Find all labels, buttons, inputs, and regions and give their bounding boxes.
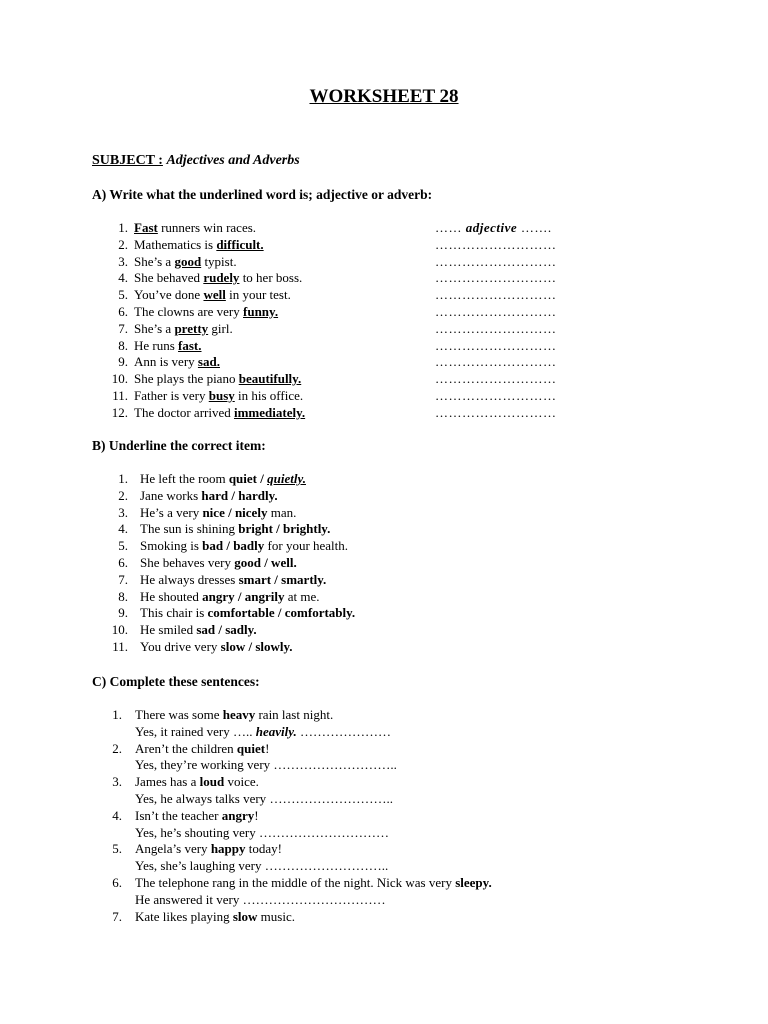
sentence-pre: Ann is very xyxy=(134,354,198,370)
answer-dots: ……………………… xyxy=(435,388,557,403)
item-number: 9. xyxy=(118,354,128,370)
answer-dots: ……………………… xyxy=(435,253,557,269)
sentence-post: runners win races. xyxy=(157,220,257,235)
list-item xyxy=(0,639,768,656)
item-sentence xyxy=(140,521,330,538)
reply-dots: ……………………….. xyxy=(273,757,397,773)
item-sentence xyxy=(135,909,295,926)
item-sentence xyxy=(135,707,333,724)
sentence-pre: Kate likes playing xyxy=(135,908,233,924)
sentence-post: ! xyxy=(265,740,270,756)
item-sentence xyxy=(134,254,237,271)
reply-dots: ……………………….. xyxy=(269,791,393,806)
item-number: 10. xyxy=(111,622,128,638)
underlined-answer: quietly. xyxy=(267,471,306,486)
answer-dots: ……………………… xyxy=(435,236,557,252)
underlined-word: pretty xyxy=(174,320,209,336)
reply-line xyxy=(135,791,393,808)
item-sentence xyxy=(135,841,282,858)
subject-label: SUBJECT : xyxy=(92,153,163,168)
sentence-post: typist. xyxy=(201,253,237,269)
list-item xyxy=(0,304,768,321)
item-sentence xyxy=(134,354,220,371)
sentence-pre: Mathematics is xyxy=(134,236,217,252)
reply-line xyxy=(135,892,386,909)
list-item xyxy=(0,220,768,237)
answer-dots: ……………………… xyxy=(435,371,557,387)
sentence-pre: He left the room xyxy=(140,471,229,486)
option-choice: comfortable / comfortably. xyxy=(207,605,356,621)
list-item xyxy=(0,254,768,271)
item-number: 3. xyxy=(112,774,122,790)
list-item xyxy=(0,741,768,758)
answer-dots: ……………………… xyxy=(435,304,557,319)
list-item xyxy=(0,572,768,589)
reply-answer: heavily. xyxy=(255,723,297,739)
answer-blank xyxy=(435,304,557,321)
sentence-post: in your test. xyxy=(225,287,291,303)
option-choice: bright / brightly. xyxy=(238,521,331,537)
item-number: 4. xyxy=(118,521,128,537)
underlined-word: difficult. xyxy=(216,236,264,252)
item-number: 6. xyxy=(118,304,128,319)
answer-text: adjective xyxy=(465,220,518,235)
underlined-word: Fast xyxy=(134,220,158,235)
item-sentence xyxy=(134,304,278,321)
answer-dots-post: ……. xyxy=(517,220,552,235)
item-number: 5. xyxy=(112,841,122,857)
item-number: 4. xyxy=(112,807,122,823)
item-sentence xyxy=(135,774,259,791)
item-number: 3. xyxy=(118,253,128,269)
section-b-heading: B) Underline the correct item: xyxy=(92,438,266,453)
answer-blank xyxy=(435,338,557,355)
item-sentence xyxy=(135,808,259,825)
list-item xyxy=(0,521,768,538)
sentence-post: at me. xyxy=(284,588,320,604)
sentence-pre: She’s a xyxy=(134,253,175,269)
key-adjective: slow xyxy=(232,908,258,924)
reply-text: Yes, he’s shouting very xyxy=(135,824,259,840)
option-choice: good / well. xyxy=(234,555,297,570)
key-adjective: quiet xyxy=(236,740,266,756)
list-item xyxy=(0,909,768,926)
sentence-post: girl. xyxy=(208,320,233,336)
list-item xyxy=(0,338,768,355)
list-item xyxy=(0,321,768,338)
item-number: 8. xyxy=(118,337,128,353)
list-item xyxy=(0,555,768,572)
list-item xyxy=(0,237,768,254)
reply-text: Yes, it rained very ….. xyxy=(135,723,256,739)
reply-dots: ………………………… xyxy=(259,824,389,840)
sentence-pre: Jane works xyxy=(140,487,202,503)
list-item xyxy=(0,405,768,422)
item-number: 2. xyxy=(118,236,128,252)
item-sentence xyxy=(134,237,264,254)
key-adjective: loud xyxy=(199,774,225,790)
item-sentence xyxy=(140,505,296,522)
sentence-pre: Smoking is xyxy=(140,538,203,554)
list-item xyxy=(0,371,768,388)
sentence-pre: Angela’s very xyxy=(135,841,211,857)
subject-line xyxy=(92,153,300,169)
item-number: 8. xyxy=(118,588,128,604)
answer-dots: ……………………… xyxy=(435,287,557,303)
answer-blank xyxy=(435,405,557,422)
sentence-pre: She’s a xyxy=(134,320,175,336)
list-item xyxy=(0,287,768,304)
section-a-heading: A) Write what the underlined word is; adjective or adverb: xyxy=(92,187,433,202)
sentence-pre: He smiled xyxy=(140,622,197,638)
underlined-word: funny. xyxy=(243,304,279,319)
answer-dots: ……………………… xyxy=(435,270,557,286)
item-sentence xyxy=(140,555,297,572)
underlined-word: good xyxy=(174,253,202,269)
list-item xyxy=(0,622,768,639)
sentence-post: for your health. xyxy=(264,538,349,554)
sentence-pre: The clowns are very xyxy=(134,304,244,319)
key-adjective: sleepy. xyxy=(455,875,492,890)
subject-value: Adjectives and Adverbs xyxy=(166,153,300,168)
item-sentence xyxy=(134,287,291,304)
item-number: 7. xyxy=(118,320,128,336)
option-choice: smart / smartly. xyxy=(238,571,327,587)
item-number: 4. xyxy=(118,270,128,286)
reply-text: Yes, he always talks very xyxy=(135,791,270,806)
sentence-pre: She behaved xyxy=(134,270,204,286)
reply-line xyxy=(135,724,391,741)
section-c-heading: C) Complete these sentences: xyxy=(92,674,260,689)
item-sentence xyxy=(140,622,257,639)
reply-line xyxy=(135,825,389,842)
answer-blank xyxy=(435,254,557,271)
list-item xyxy=(0,774,768,791)
item-number: 7. xyxy=(112,908,122,924)
sentence-pre: He shouted xyxy=(140,588,203,604)
item-number: 5. xyxy=(118,287,128,303)
answer-dots: ……………………… xyxy=(435,404,557,420)
underlined-word: immediately. xyxy=(233,404,306,420)
list-item xyxy=(0,270,768,287)
answer-dots: ……………………… xyxy=(435,320,557,336)
reply-text: He answered it very xyxy=(135,891,243,907)
item-sentence xyxy=(140,488,278,505)
underlined-word: fast. xyxy=(178,337,202,353)
sentence-pre: The sun is shining xyxy=(140,521,239,537)
sentence-post: today! xyxy=(245,841,282,857)
option-choice: nice / nicely xyxy=(202,504,268,520)
key-adjective: angry xyxy=(221,807,255,823)
item-number: 11. xyxy=(112,639,128,654)
item-number: 1. xyxy=(118,220,128,235)
sentence-pre: She plays the piano xyxy=(134,371,239,387)
reply-dots: ……………………….. xyxy=(264,858,389,874)
answer-blank xyxy=(435,371,557,388)
answer-dots: ……………………… xyxy=(435,354,557,370)
underlined-word: sad. xyxy=(197,354,220,370)
sentence-pre: He’s a very xyxy=(140,504,203,520)
sentence-pre: The telephone rang in the middle of the night. Nick was very xyxy=(135,875,456,890)
reply-line xyxy=(135,858,388,875)
sentence-pre: There was some xyxy=(135,707,223,722)
option-choice: sad / sadly. xyxy=(196,622,257,638)
underlined-word: well xyxy=(203,287,226,303)
sentence-post: music. xyxy=(257,908,295,924)
underlined-word: busy xyxy=(208,388,235,403)
key-adjective: heavy xyxy=(222,707,256,722)
reply-text: Yes, they’re working very xyxy=(135,757,274,773)
sentence-pre: James has a xyxy=(135,774,200,790)
underlined-word: rudely xyxy=(203,270,240,286)
answer-blank xyxy=(435,237,557,254)
underlined-word: beautifully. xyxy=(238,371,302,387)
option-choice: quiet / xyxy=(228,471,268,486)
answer-blank xyxy=(435,388,557,405)
sentence-pre: Isn’t the teacher xyxy=(135,807,222,823)
list-item xyxy=(0,388,768,405)
list-item xyxy=(0,841,768,858)
sentence-pre: Aren’t the children xyxy=(135,740,237,756)
item-number: 1. xyxy=(112,707,122,722)
sentence-pre: She behaves very xyxy=(140,555,235,570)
list-item xyxy=(0,505,768,522)
item-sentence xyxy=(134,220,256,237)
item-number: 2. xyxy=(118,487,128,503)
sentence-pre: You drive very xyxy=(140,639,221,654)
item-sentence xyxy=(134,338,202,355)
item-sentence xyxy=(140,572,326,589)
item-number: 12. xyxy=(111,404,128,420)
sentence-post: man. xyxy=(267,504,297,520)
answer-blank xyxy=(435,354,557,371)
item-number: 3. xyxy=(118,504,128,520)
list-item xyxy=(0,605,768,622)
list-item xyxy=(0,707,768,724)
sentence-pre: The doctor arrived xyxy=(134,404,234,420)
item-number: 11. xyxy=(112,388,128,403)
sentence-post: ! xyxy=(254,807,259,823)
list-item xyxy=(0,538,768,555)
option-choice: hard / hardly. xyxy=(201,487,278,503)
worksheet-title: WORKSHEET 28 xyxy=(309,86,459,107)
item-sentence xyxy=(134,371,301,388)
answer-dots-pre: …… xyxy=(435,220,466,235)
reply-dots: …………………………… xyxy=(242,891,386,907)
item-sentence xyxy=(140,471,306,488)
sentence-pre: Father is very xyxy=(134,388,209,403)
sentence-pre: He runs xyxy=(134,337,179,353)
sentence-post: voice. xyxy=(224,774,259,790)
sentence-pre: He always dresses xyxy=(140,571,239,587)
item-sentence xyxy=(135,741,269,758)
key-adjective: happy xyxy=(210,841,246,857)
option-choice: slow / slowly. xyxy=(220,639,293,654)
item-number: 1. xyxy=(118,471,128,486)
item-sentence xyxy=(140,589,319,606)
list-item xyxy=(0,875,768,892)
reply-line xyxy=(135,757,397,774)
item-number: 9. xyxy=(118,605,128,621)
sentence-post: rain last night. xyxy=(255,707,334,722)
item-number: 5. xyxy=(118,538,128,554)
item-number: 6. xyxy=(118,555,128,570)
item-sentence xyxy=(134,388,303,405)
item-sentence xyxy=(140,639,293,656)
item-number: 10. xyxy=(111,371,128,387)
list-item xyxy=(0,354,768,371)
answer-blank xyxy=(435,220,552,237)
reply-text: Yes, she’s laughing very xyxy=(135,858,265,874)
option-choice: bad / badly xyxy=(202,538,265,554)
answer-blank xyxy=(435,321,557,338)
sentence-pre: This chair is xyxy=(140,605,208,621)
list-item xyxy=(0,488,768,505)
sentence-post: in his office. xyxy=(234,388,304,403)
answer-blank xyxy=(435,287,557,304)
item-sentence xyxy=(134,270,302,287)
item-number: 6. xyxy=(112,875,122,890)
list-item xyxy=(0,471,768,488)
sentence-post: to her boss. xyxy=(239,270,303,286)
reply-dots: ………………… xyxy=(296,723,392,739)
list-item xyxy=(0,808,768,825)
answer-blank xyxy=(435,270,557,287)
item-number: 2. xyxy=(112,740,122,756)
sentence-pre: You’ve done xyxy=(134,287,204,303)
item-sentence xyxy=(140,605,355,622)
option-choice: angry / angrily xyxy=(202,588,285,604)
item-sentence xyxy=(140,538,348,555)
item-sentence xyxy=(135,875,492,892)
list-item xyxy=(0,589,768,606)
item-sentence xyxy=(134,405,305,422)
item-sentence xyxy=(134,321,233,338)
item-number: 7. xyxy=(118,571,128,587)
answer-dots: ……………………… xyxy=(435,337,557,353)
